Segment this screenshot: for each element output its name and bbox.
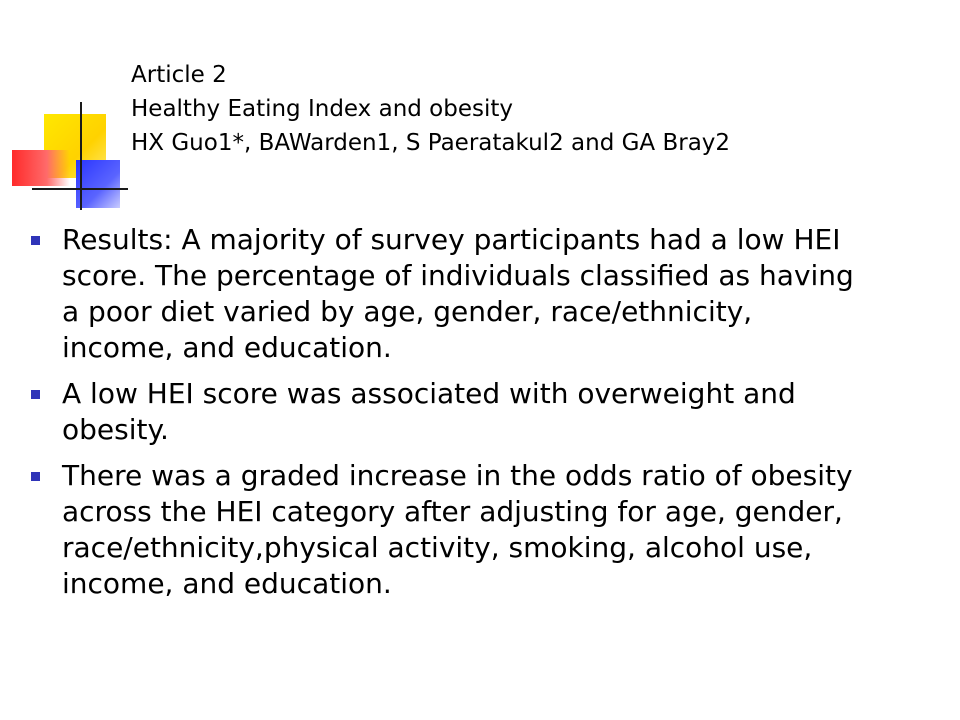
article-authors: HX Guo1*, BAWarden1, S Paeratakul2 and GA Bray2 bbox=[131, 130, 731, 156]
square-bullet-icon bbox=[31, 390, 40, 399]
square-bullet-icon bbox=[31, 236, 40, 245]
logo-blue-square bbox=[76, 160, 120, 208]
bullet-text: A low HEI score was associated with overweight and obesity. bbox=[62, 377, 796, 446]
bullet-item-results bbox=[28, 222, 858, 366]
bullet-item-association bbox=[28, 376, 858, 448]
logo-vertical-line bbox=[80, 102, 82, 210]
logo-horizontal-line bbox=[32, 188, 128, 190]
logo-red-bar bbox=[12, 150, 70, 186]
bullet-list bbox=[28, 222, 858, 612]
square-bullet-icon bbox=[31, 472, 40, 481]
article-number: Article 2 bbox=[131, 62, 227, 88]
bullet-text: Results: A majority of survey participants had a low HEI score. The percentage of individuals classified as having a poor diet varied by age, gender, race/ethnicity, income, and education. bbox=[62, 223, 854, 364]
bullet-text: There was a graded increase in the odds ratio of obesity across the HEI category after adjusting for age, gender, race/ethnicity,physical activity, smoking, alcohol use, income, and education. bbox=[62, 459, 853, 600]
slide-header bbox=[131, 58, 730, 160]
color-squares-logo-icon bbox=[0, 0, 140, 220]
bullet-item-odds-ratio bbox=[28, 458, 858, 602]
article-title: Healthy Eating Index and obesity bbox=[131, 96, 514, 122]
